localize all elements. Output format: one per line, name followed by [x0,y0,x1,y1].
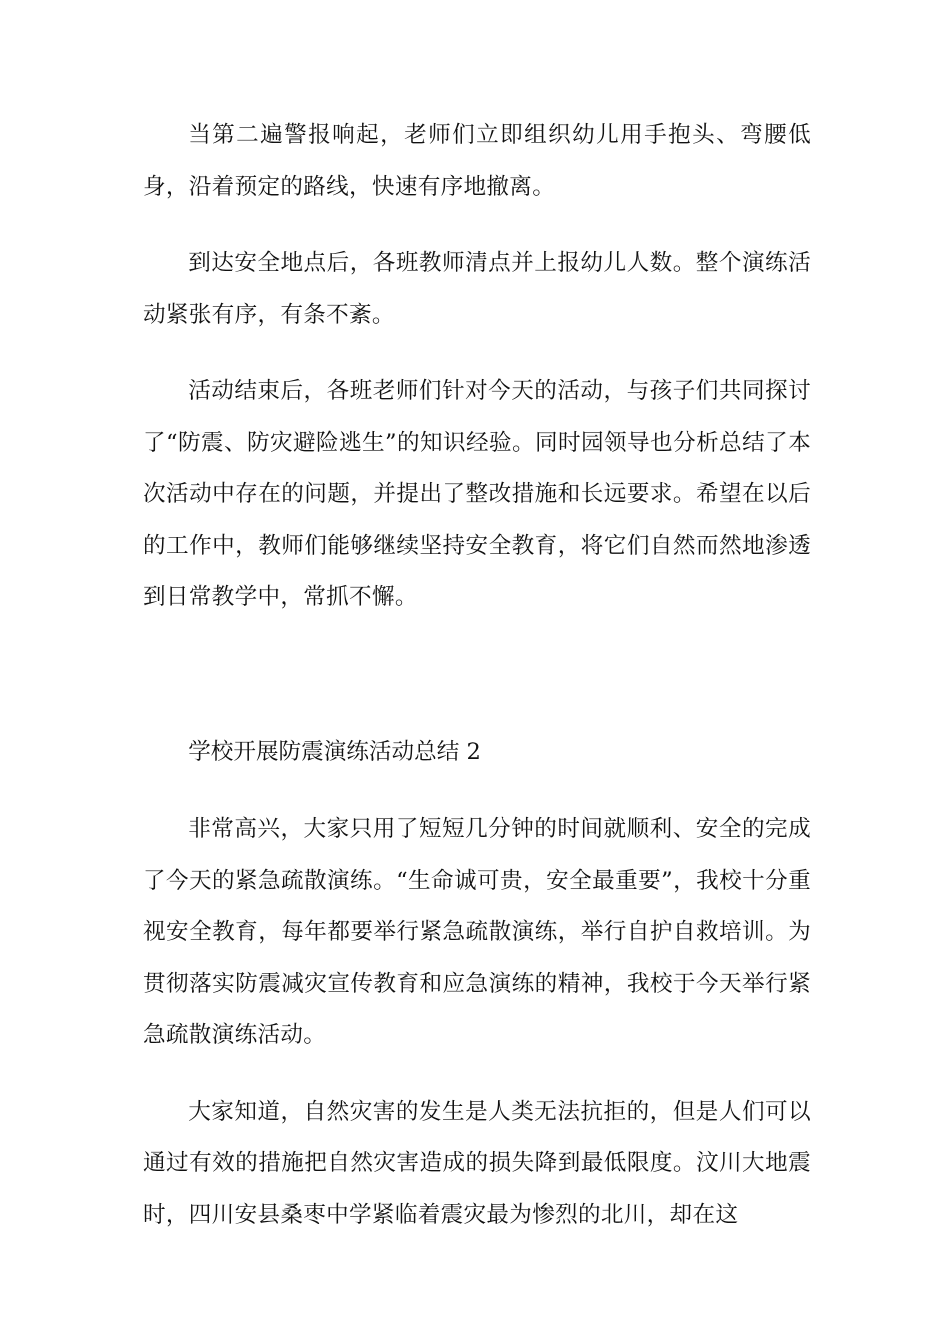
paragraph-headcount: 到达安全地点后，各班教师清点并上报幼儿人数。整个演练活动紧张有序，有条不紊。 [143,250,811,328]
paragraph-disaster: 大家知道，自然灾害的发生是人类无法抗拒的，但是人们可以通过有效的措施把自然灾害造成的损失降到最低限度。汶川大地震时，四川安县桑枣中学紧临着震灾最为惨烈的北川，却在这 [143,1098,811,1228]
paragraph-summary: 活动结束后，各班老师们针对今天的活动，与孩子们共同探讨了“防震、防灾避险逃生”的知识经验。同时园领导也分析总结了本次活动中存在的问题，并提出了整改措施和长远要求。希望在以后的工作中，教师们能够继续坚持安全教育，将它们自然而然地渗透到日常教学中，常抓不懈。 [143,378,811,610]
section-heading: 学校开展防震演练活动总结 2 [188,738,481,765]
paragraph-evacuation: 当第二遍警报响起，老师们立即组织幼儿用手抱头、弯腰低身，沿着预定的路线，快速有序地撤离。 [143,122,811,200]
document-body [143,110,811,1266]
paragraph-drill-intro: 非常高兴，大家只用了短短几分钟的时间就顺利、安全的完成了今天的紧急疏散演练。“生命诚可贵，安全最重要”，我校十分重视安全教育，每年都要举行紧急疏散演练，举行自护自救培训。为贯彻落实防震减灾宣传教育和应急演练的精神，我校于今天举行紧急疏散演练活动。 [143,816,811,1048]
